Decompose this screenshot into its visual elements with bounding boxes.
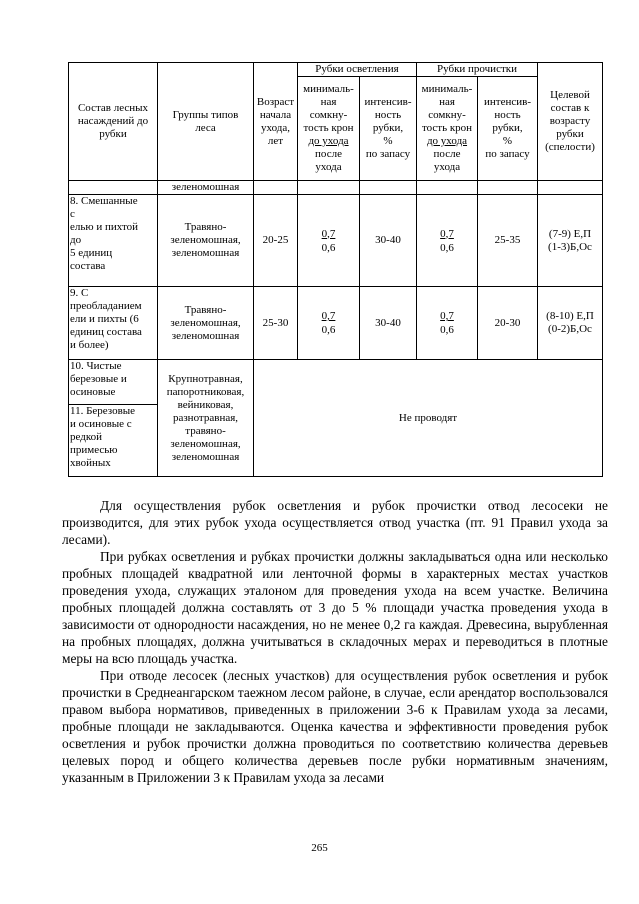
shared-forest-types: Крупнотравная, папоротниковая, вейниковая, разнотравная, травяно- зеленомошная, зеленомошная: [158, 360, 254, 477]
page-number: 265: [311, 842, 328, 854]
row-forest-types: Травяно- зеленомошная, зеленомошная: [158, 195, 254, 287]
row-pr-intensity: 25-35: [478, 195, 538, 287]
paragraph: При рубках осветления и рубках прочистки должны закладываться одна или несколько пробных площадей квадратной или ленточной формы в характерных местах участков проведения ухода, служащих эталоном для проведения ухода на всем участке. Величина пробных площадей должна составлять от 3 до 5 % площади участка проведения ухода в зависимости от однородности насаждения, но не менее 0,2 га каждая. Древесина, вырубленная на пробных площадях, должна учитываться в складочных мерах и переводиться в плотные меры на всю площадь участка.: [62, 549, 608, 666]
table-row: [69, 287, 603, 360]
header-age: Возраст начала ухода, лет: [254, 63, 298, 181]
body-text: [62, 497, 608, 786]
header-cl-intensity: интенсив- ность рубки, % по запасу: [360, 77, 417, 181]
header-forest-types: Группы типов леса: [158, 63, 254, 181]
row-target: (8-10) Е,П (0-2)Б,Ос: [538, 287, 603, 360]
forest-care-table: [68, 62, 603, 477]
row-pr-density: $\frac{0,7}{0,6}$: [417, 195, 478, 287]
row-cl-intensity: 30-40: [360, 195, 417, 287]
header-cl-min-density: минималь- ная сомкну- тость крон до ухода после ухода: [298, 77, 360, 181]
row-age: 25-30: [254, 287, 298, 360]
header-clarification-cuttings: Рубки осветления: [298, 63, 417, 77]
row-pr-intensity: 20-30: [478, 287, 538, 360]
header-pr-intensity: интенсив- ность рубки, % по запасу: [478, 77, 538, 181]
row-cl-intensity: 30-40: [360, 287, 417, 360]
row-cl-density: $\frac{0,7}{0,6}$: [298, 287, 360, 360]
row-target: (7-9) Е,П (1-3)Б,Ос: [538, 195, 603, 287]
header-pr-min-density: минималь- ная сомкну- тость крон до ухода после ухода: [417, 77, 478, 181]
row-cl-density: $\frac{0,7}{0,6}$: [298, 195, 360, 287]
table-row: [69, 195, 603, 287]
header-composition: Состав лесных насаждений до рубки: [69, 63, 158, 181]
row-pr-density: $\frac{0,7}{0,6}$: [417, 287, 478, 360]
table-row: [69, 360, 603, 405]
header-cleaning-cuttings: Рубки прочистки: [417, 63, 538, 77]
row-composition-mixed-birch: 11. Березовые и осиновые с редкой примесью хвойных: [69, 405, 158, 477]
not-done-cell: Не проводят: [254, 360, 603, 477]
paragraph: Для осуществления рубок осветления и рубок прочистки отвод лесосеки не производится, для этих рубок ухода осуществляется отвод участка (пт. 91 Правил ухода за лесами).: [62, 498, 608, 547]
carry-over-text: зеленомошная: [158, 181, 254, 195]
row-forest-types: Травяно- зеленомошная, зеленомошная: [158, 287, 254, 360]
row-composition: 9. С преобладанием ели и пихты (6 единиц состава и более): [69, 287, 158, 360]
row-composition: 8. Смешанные с елью и пихтой до 5 единиц состава: [69, 195, 158, 287]
table-row-carry-over: [69, 181, 603, 195]
row-age: 20-25: [254, 195, 298, 287]
row-composition-pure-birch: 10. Чистые березовые и осиновые: [69, 360, 158, 405]
header-target-composition: Целевой состав к возрасту рубки (спелости): [538, 63, 603, 181]
paragraph: При отводе лесосек (лесных участков) для осуществления рубок осветления и рубок прочистки в Среднеангарском таежном лесом районе, в случае, если арендатор воспользовался правом выбора нормативов, приведенных в приложении 3-6 к Правилам ухода за лесами, пробные площади не закладываются. Оценка качества и эффективности проведения рубок осветления и рубок прочистки должна проводиться по соответствию количества деревьев целевых пород и общего количества деревьев после рубки нормативным значениям, указанным в Приложении 3 к Правилам ухода за лесами: [62, 668, 608, 785]
